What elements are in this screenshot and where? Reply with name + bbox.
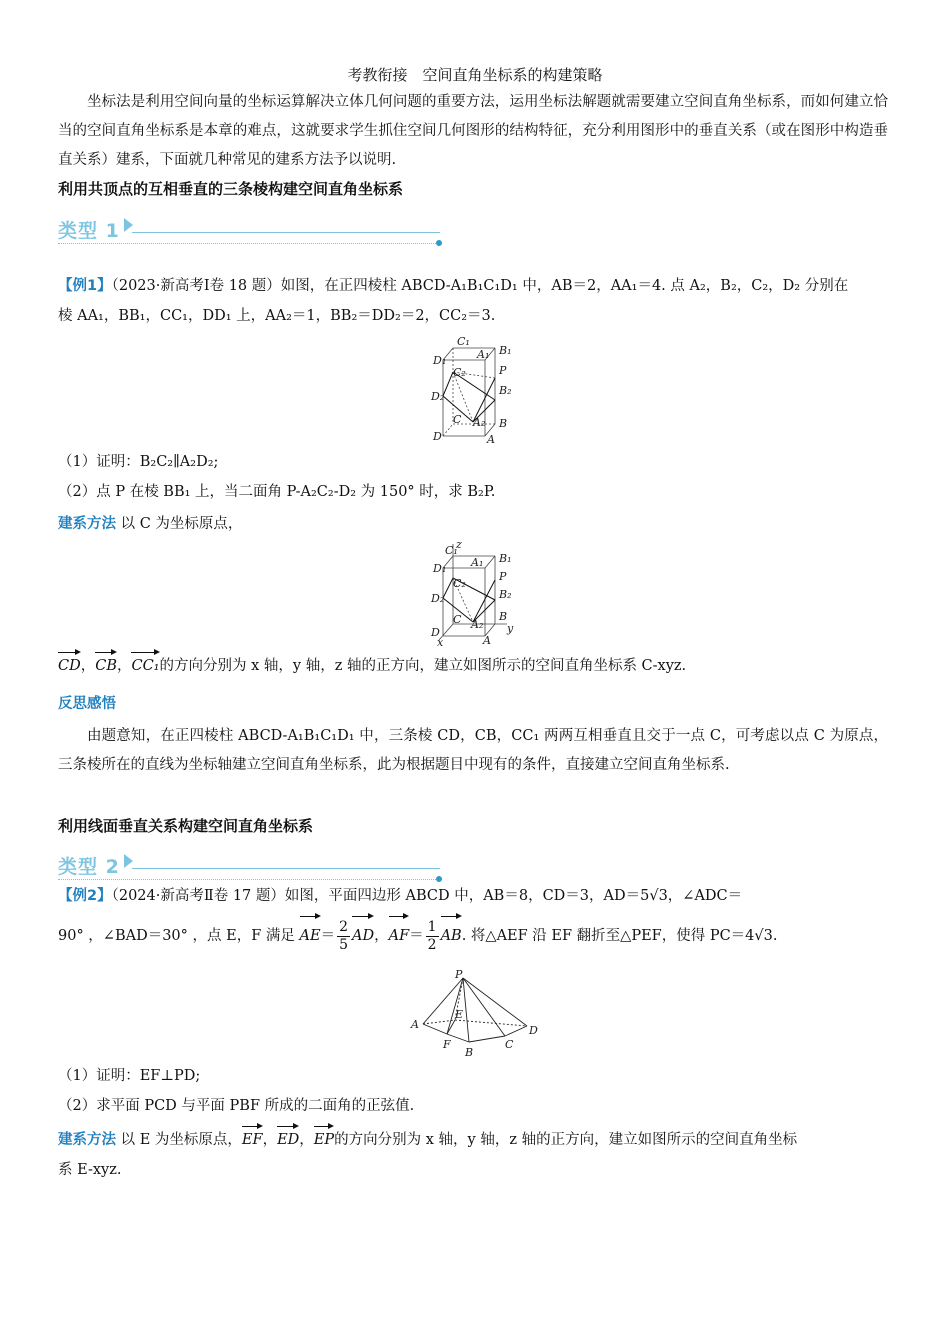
example2-question1: （1）证明：EF⊥PD;: [58, 1068, 201, 1084]
example2-text2a: 90° ，∠BAD＝30° ，点 E，F 满足: [58, 928, 295, 944]
banner-divider: [132, 868, 440, 869]
fig2-label-P: P: [499, 570, 507, 583]
banner-dot-icon: [436, 876, 442, 882]
example1-line1: [58, 274, 898, 298]
fig3-label-P: P: [455, 968, 463, 981]
method1-axes-line: CD，CB，CC₁的方向分别为 x 轴，y 轴，z 轴的正方向，建立如图所示的空间直角坐标系 C-xyz.: [58, 654, 898, 678]
page-title: 考教衔接 空间直角坐标系的构建策略: [347, 66, 603, 84]
fig2-label-D1: D₁: [433, 562, 447, 575]
type2-label: 类型 2: [58, 856, 120, 878]
banner-dotted-divider: [58, 879, 438, 880]
fig2-label-B: B: [499, 610, 508, 623]
fig3-label-C: C: [505, 1038, 514, 1051]
fig1-label-P: P: [499, 364, 507, 377]
example1-text1: （2023·新高考Ⅰ卷 18 题）如图，在正四棱柱 ABCD-A₁B₁C₁D₁ 中，AB＝2，AA₁＝4. 点 A₂，B₂，C₂，D₂ 分别在: [111, 278, 849, 294]
vector-AB: AB: [441, 918, 462, 954]
example2-question2: （2）求平面 PCD 与平面 PBF 所成的二面角的正弦值.: [58, 1098, 415, 1114]
type1-label: 类型 1: [58, 220, 120, 242]
banner-dot-icon: [436, 240, 442, 246]
method2-text: 以 E 为坐标原点，: [120, 1132, 242, 1148]
fig1-label-B2: B₂: [499, 384, 512, 397]
example2-text1: （2024·新高考Ⅱ卷 17 题）如图，平面四边形 ABCD 中，AB＝8，CD＝3，AD＝5√3，∠ADC＝: [111, 888, 743, 904]
fig1-label-B: B: [499, 417, 508, 430]
fig1-label-A: A: [487, 433, 495, 446]
fig2-label-D2: D₂: [431, 592, 445, 605]
fig3-label-B: B: [465, 1046, 474, 1059]
section1-heading: 利用共顶点的互相垂直的三条棱构建空间直角坐标系: [58, 180, 404, 198]
example1-line2: 棱 AA₁，BB₁，CC₁，DD₁ 上，AA₂＝1，BB₂＝DD₂＝2，CC₂＝3.: [58, 308, 496, 324]
fig1-label-C: C: [453, 413, 462, 426]
type1-banner: [58, 214, 458, 254]
fig2-label-z: z: [456, 540, 462, 551]
vector-EF: EF: [242, 1128, 263, 1152]
example1-question2: （2）点 P 在棱 BB₁ 上，当二面角 P-A₂C₂-D₂ 为 150° 时，求 B₂P.: [58, 484, 496, 500]
fig1-label-C1: C₁: [457, 336, 470, 348]
method1-text: 以 C 为坐标原点，: [120, 516, 243, 532]
vector-EP: EP: [314, 1128, 334, 1152]
fig1-label-D: D: [433, 430, 442, 443]
fig2-label-x: x: [437, 636, 444, 648]
reflect-paragraph: 由题意知，在正四棱柱 ABCD-A₁B₁C₁D₁ 中，三条棱 CD，CB，CC₁ 两两互相垂直且交于一点 C，可考虑以点 C 为原点，三条棱所在的直线为坐标轴建立空间直角坐标系，此为根据题目中现有的条件，直接建立空间直角坐标系.: [58, 728, 888, 773]
fig2-label-C1: C₁: [445, 544, 458, 557]
vector-AF: AF: [389, 918, 410, 954]
vector-ED: ED: [277, 1128, 299, 1152]
fig3-label-D: D: [529, 1024, 538, 1037]
fig1-label-C2: C₂: [453, 366, 466, 379]
method1-line: [58, 512, 898, 536]
fig2-label-A: A: [483, 634, 491, 647]
vector-CB: CB: [95, 654, 117, 678]
method2-axis-text2: 系 E-xyz.: [58, 1162, 122, 1178]
method1-axis-text: 的方向分别为 x 轴，y 轴，z 轴的正方向，建立如图所示的空间直角坐标系 C-xyz.: [159, 658, 687, 674]
fig2-label-y: y: [507, 622, 514, 635]
fig1-label-D2: D₂: [431, 390, 445, 403]
fig1-label-A2: A₂: [473, 416, 486, 429]
fig2-label-B2: B₂: [499, 588, 512, 601]
fig3-label-A: A: [411, 1018, 419, 1031]
fold-figure: [405, 968, 550, 1063]
prism-axes-figure: [425, 540, 525, 648]
fig1-label-A1: A₁: [477, 348, 490, 361]
vector-AD: AD: [352, 918, 374, 954]
play-arrow-icon: [124, 218, 133, 232]
fig2-label-C2: C₂: [453, 577, 466, 590]
fig1-label-D1: D₁: [433, 354, 447, 367]
example1-tag: 【例1】: [58, 278, 112, 294]
vector-AE: AE: [300, 918, 321, 954]
vector-CC1: CC₁: [131, 654, 159, 678]
fig3-label-E: E: [455, 1008, 464, 1021]
fig1-label-B1: B₁: [499, 344, 512, 357]
fraction-one-half: $\frac{1}{2}$: [427, 918, 437, 953]
fig2-label-A2: A₂: [471, 618, 484, 631]
method2-label: 建系方法: [58, 1132, 116, 1148]
reflect-label: 反思感悟: [58, 696, 116, 712]
example2-text2b: . 将△AEF 沿 EF 翻折至△PEF，使得 PC＝4√3.: [461, 928, 778, 944]
example1-question1: （1）证明：B₂C₂∥A₂D₂;: [58, 454, 219, 470]
reflect-line: [58, 692, 898, 716]
fig2-label-C: C: [453, 613, 462, 626]
fig2-label-A1: A₁: [471, 556, 484, 569]
section2-heading: 利用线面垂直关系构建空间直角坐标系: [58, 817, 314, 835]
banner-divider: [132, 232, 440, 233]
method2-line: 建系方法 以 E 为坐标原点，EF，ED，EP的方向分别为 x 轴，y 轴，z 轴的正方向，建立如图所示的空间直角坐标: [58, 1128, 898, 1152]
fraction-two-fifths: $\frac{2}{5}$: [339, 918, 348, 953]
fig3-label-F: F: [443, 1038, 451, 1051]
method1-label: 建系方法: [58, 516, 116, 532]
banner-dotted-divider: [58, 243, 438, 244]
fig2-label-B1: B₁: [499, 552, 512, 565]
vector-CD: CD: [58, 654, 81, 678]
prism-figure: [425, 336, 525, 446]
method2-axis-text: 的方向分别为 x 轴，y 轴，z 轴的正方向，建立如图所示的空间直角坐标: [334, 1132, 798, 1148]
example2-line2: 90° ，∠BAD＝30° ，点 E，F 满足 AE＝ $\frac{2}{5}$ AD，AF＝ $\frac{1}{2}$ AB. 将△AEF 沿 EF 翻折至△PEF，使得 PC＝4√3.: [58, 918, 778, 953]
example2-line1: [58, 884, 898, 908]
fig2-label-D: D: [431, 626, 440, 639]
intro-paragraph: 坐标法是利用空间向量的坐标运算解决立体几何问题的重要方法，运用坐标法解题就需要建立空间直角坐标系，而如何建立恰当的空间直角坐标系是本章的难点，这就要求学生抓住空间几何图形的结构特征，充分利用图形中的垂直关系（或在图形中构造垂直关系）建系，下面就几种常见的建系方法予以说明.: [58, 94, 888, 168]
example2-tag: 【例2】: [58, 888, 112, 904]
play-arrow-icon: [124, 854, 133, 868]
